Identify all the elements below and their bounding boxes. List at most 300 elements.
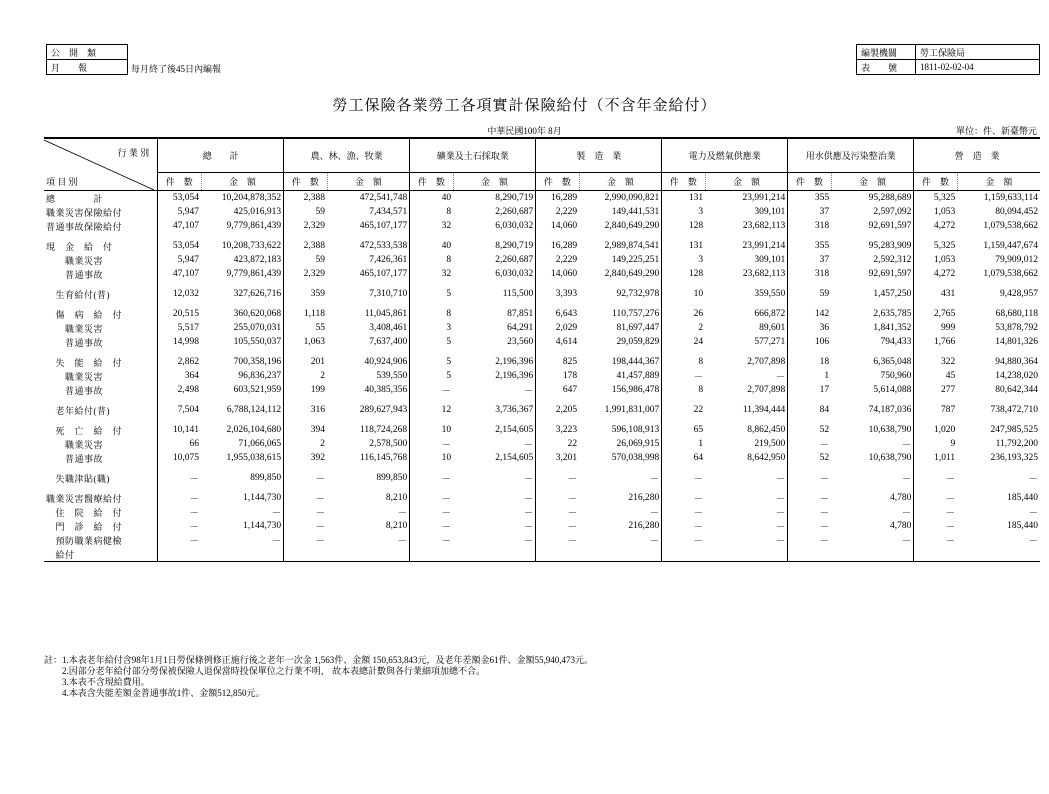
- count-cell: 2,765: [914, 307, 957, 321]
- count-cell: －: [536, 491, 579, 505]
- amount-cell: 666,872: [754, 309, 786, 319]
- table-row: [44, 355, 1040, 369]
- count-cell: －: [410, 519, 453, 533]
- amount-cell: 89,601: [759, 323, 786, 333]
- amount-cell: 64,291: [507, 323, 534, 333]
- row-label: 普通事故: [46, 385, 104, 396]
- count-cell: 18: [788, 355, 831, 369]
- count-cell: 8: [662, 383, 705, 397]
- amount-cell: 2,840,649,290: [604, 269, 660, 279]
- amount-cell: 738,472,710: [990, 405, 1038, 415]
- count-cell: －: [284, 533, 327, 547]
- industry-header: 總 計: [158, 138, 284, 173]
- amount-cell: －: [775, 509, 786, 519]
- count-cell: 52: [788, 423, 831, 437]
- count-cell: [662, 547, 705, 562]
- amount-cell: 4,780: [889, 521, 912, 531]
- count-cell: 22: [662, 403, 705, 417]
- amount-cell: 11,792,200: [995, 439, 1038, 449]
- amount-cell: －: [649, 537, 660, 547]
- count-cell: 5: [410, 355, 453, 369]
- count-cell: 1,011: [914, 451, 957, 465]
- count-cell: 10,075: [158, 451, 201, 465]
- count-cell: 47,107: [158, 267, 201, 281]
- amount-cell: 40,924,906: [364, 357, 408, 367]
- count-cell: [410, 547, 453, 562]
- amount-cell: 10,638,790: [868, 425, 912, 435]
- amount-cell: 9,428,957: [1000, 289, 1038, 299]
- row-label: 普通事故: [46, 337, 104, 348]
- amount-cell: 8,210: [385, 521, 408, 531]
- amount-cell: 95,283,909: [868, 241, 912, 251]
- count-cell: [158, 547, 201, 562]
- table-row: [44, 253, 1040, 267]
- count-cell: －: [662, 533, 705, 547]
- amount-cell: 2,707,898: [747, 357, 786, 367]
- amount-cell: 10,208,733,622: [221, 241, 282, 251]
- amount-cell: 603,521,959: [233, 385, 282, 395]
- amount-cell: 14,801,326: [995, 337, 1038, 347]
- count-cell: 16,289: [536, 239, 579, 253]
- amount-cell: 8,862,450: [747, 425, 786, 435]
- amount-cell: 8,290,719: [495, 241, 534, 251]
- count-cell: 10: [662, 287, 705, 301]
- amount-cell: 116,145,768: [360, 453, 408, 463]
- count-cell: －: [914, 471, 957, 485]
- row-label: 失職津貼(職): [46, 473, 110, 484]
- amount-cell: 2,260,687: [495, 207, 534, 217]
- report-date: 中華民國100年 8月: [487, 126, 562, 136]
- amount-cell: 1,079,538,662: [983, 221, 1038, 231]
- amount-cell: －: [901, 509, 912, 519]
- count-cell: 142: [788, 307, 831, 321]
- amount-cell: 185,440: [1007, 493, 1038, 503]
- amount-cell: 1,955,038,615: [226, 453, 282, 463]
- amount-cell: 2,635,785: [873, 309, 912, 319]
- count-cell: 999: [914, 321, 957, 335]
- amount-cell: 309,101: [754, 255, 786, 265]
- amount-cell: －: [775, 475, 786, 485]
- amount-cell: －: [523, 387, 534, 397]
- count-cell: 17: [788, 383, 831, 397]
- table-row: [44, 383, 1040, 397]
- amount-cell: 80,642,344: [995, 385, 1038, 395]
- count-cell: 318: [788, 219, 831, 233]
- count-cell: [284, 547, 327, 562]
- amount-cell: 750,960: [880, 371, 912, 381]
- amount-cell: －: [271, 509, 282, 519]
- count-cell: －: [914, 505, 957, 519]
- row-label: 傷 病 給 付: [46, 309, 123, 320]
- amount-cell: 570,038,998: [611, 453, 660, 463]
- amount-cell: 6,030,032: [495, 221, 534, 231]
- count-cell: －: [410, 533, 453, 547]
- count-cell: 53,054: [158, 191, 201, 206]
- count-cell: 2: [284, 369, 327, 383]
- count-cell: －: [158, 505, 201, 519]
- amount-cell: 359,550: [754, 289, 786, 299]
- count-cell: －: [410, 471, 453, 485]
- amount-cell: 23,991,214: [742, 241, 786, 251]
- count-cell: 355: [788, 191, 831, 206]
- footnote: 4.本表含失能差額金普通事故1件、金額512,850元。: [44, 688, 265, 698]
- count-cell: －: [158, 491, 201, 505]
- amount-cell: 7,637,400: [369, 337, 408, 347]
- amount-cell: 472,541,748: [359, 193, 408, 203]
- count-header: 件 數: [662, 173, 705, 191]
- amount-cell: 23,682,113: [742, 269, 786, 279]
- count-cell: 40: [410, 239, 453, 253]
- unit-label: 單位：件、新臺幣元: [955, 126, 1037, 136]
- count-header: 件 數: [410, 173, 453, 191]
- count-cell: －: [284, 519, 327, 533]
- count-cell: 64: [662, 451, 705, 465]
- industry-header: 農、林、漁、牧業: [284, 138, 410, 173]
- count-cell: －: [410, 383, 453, 397]
- amount-cell: 255,070,031: [233, 323, 282, 333]
- amount-cell: 92,732,978: [616, 289, 660, 299]
- count-cell: 20,515: [158, 307, 201, 321]
- count-cell: 322: [914, 355, 957, 369]
- amount-cell: 1,457,250: [873, 289, 912, 299]
- count-cell: －: [662, 471, 705, 485]
- table-row: [44, 335, 1040, 349]
- count-cell: 2,229: [536, 253, 579, 267]
- amount-cell: 2,260,687: [495, 255, 534, 265]
- amount-cell: 10,204,878,352: [221, 193, 282, 203]
- amount-cell: －: [775, 495, 786, 505]
- amount-cell: 23,560: [507, 337, 534, 347]
- table-row: [44, 321, 1040, 335]
- amount-cell: 81,697,447: [616, 323, 660, 333]
- table-row: [44, 403, 1040, 417]
- count-cell: 1,020: [914, 423, 957, 437]
- table-row: [44, 451, 1040, 465]
- count-cell: [788, 547, 831, 562]
- amount-cell: 185,440: [1007, 521, 1038, 531]
- amount-cell: 2,154,605: [495, 425, 534, 435]
- count-cell: －: [536, 533, 579, 547]
- amount-cell: －: [523, 441, 534, 451]
- count-cell: 2,498: [158, 383, 201, 397]
- amount-cell: －: [901, 441, 912, 451]
- amount-cell: －: [775, 537, 786, 547]
- industry-header: 電力及燃氣供應業: [662, 138, 788, 173]
- amount-cell: 92,691,597: [868, 269, 912, 279]
- count-cell: －: [788, 519, 831, 533]
- count-cell: [914, 547, 957, 562]
- count-cell: 1,063: [284, 335, 327, 349]
- count-header: 件 數: [914, 173, 957, 191]
- amount-cell: 105,550,037: [233, 337, 282, 347]
- count-cell: 3,223: [536, 423, 579, 437]
- table-row: [44, 205, 1040, 219]
- count-cell: －: [410, 505, 453, 519]
- amount-cell: 6,788,124,112: [226, 405, 282, 415]
- count-cell: 7,504: [158, 403, 201, 417]
- amount-cell: －: [397, 537, 408, 547]
- count-cell: －: [788, 533, 831, 547]
- amount-cell: 79,909,012: [995, 255, 1038, 265]
- amount-cell: 7,426,361: [369, 255, 408, 265]
- amount-cell: －: [523, 537, 534, 547]
- row-label: 門 診 給 付: [46, 521, 123, 532]
- count-cell: 3,393: [536, 287, 579, 301]
- count-cell: 2: [284, 437, 327, 451]
- count-header: 件 數: [788, 173, 831, 191]
- count-cell: 2,205: [536, 403, 579, 417]
- count-cell: 1: [788, 369, 831, 383]
- amount-cell: 4,780: [889, 493, 912, 503]
- amount-cell: 1,079,538,662: [983, 269, 1038, 279]
- count-cell: 131: [662, 191, 705, 206]
- amount-cell: 5,614,088: [873, 385, 912, 395]
- count-cell: 3: [410, 321, 453, 335]
- main-table: [44, 137, 1040, 562]
- count-cell: 359: [284, 287, 327, 301]
- count-cell: 8: [410, 253, 453, 267]
- count-cell: 84: [788, 403, 831, 417]
- count-cell: 47,107: [158, 219, 201, 233]
- amount-cell: 74,187,036: [868, 405, 912, 415]
- count-cell: 8: [410, 205, 453, 219]
- amount-cell: [579, 547, 662, 562]
- count-cell: 36: [788, 321, 831, 335]
- amount-cell: 10,638,790: [868, 453, 912, 463]
- row-label: 職業災害: [46, 371, 104, 382]
- industry-header: 礦業及土石採取業: [410, 138, 536, 173]
- amount-cell: －: [1028, 537, 1038, 547]
- header-right-value-2: 1811-02-02-04: [916, 60, 1040, 75]
- count-cell: 787: [914, 403, 957, 417]
- table-row: [44, 267, 1040, 281]
- amount-cell: 8,642,950: [747, 453, 786, 463]
- amount-cell: 149,441,531: [611, 207, 660, 217]
- amount-cell: －: [1028, 509, 1038, 519]
- count-cell: 647: [536, 383, 579, 397]
- table-row: [44, 471, 1040, 485]
- row-label: 普通事故: [46, 269, 104, 280]
- amount-cell: [831, 547, 914, 562]
- count-cell: －: [662, 505, 705, 519]
- amount-cell: 2,989,874,541: [604, 241, 660, 251]
- row-label: 普通事故保險給付: [46, 221, 123, 232]
- count-cell: 431: [914, 287, 957, 301]
- amount-cell: 465,107,177: [359, 269, 408, 279]
- count-cell: 65: [662, 423, 705, 437]
- count-cell: 128: [662, 219, 705, 233]
- count-cell: －: [536, 519, 579, 533]
- count-cell: 364: [158, 369, 201, 383]
- footnote: 2.因部分老年給付部分勞保被保險人退保當時投保單位之行業不明， 故本表總計數與各行業細項加總不合。: [44, 666, 486, 676]
- count-cell: 106: [788, 335, 831, 349]
- amount-cell: －: [523, 495, 534, 505]
- row-label: 給付: [44, 547, 158, 562]
- amount-cell: －: [271, 537, 282, 547]
- amount-cell: 2,196,396: [495, 357, 534, 367]
- count-cell: 5,325: [914, 191, 957, 206]
- amount-cell: －: [649, 475, 660, 485]
- count-cell: 178: [536, 369, 579, 383]
- count-header: 件 數: [158, 173, 201, 191]
- amount-cell: 118,724,268: [360, 425, 408, 435]
- amount-cell: 9,779,861,439: [226, 269, 282, 279]
- row-label: 預防職業病健檢: [46, 535, 123, 546]
- count-cell: 5,517: [158, 321, 201, 335]
- count-cell: －: [410, 437, 453, 451]
- amount-cell: 2,990,090,821: [604, 193, 660, 203]
- amount-cell: 3,408,461: [369, 323, 408, 333]
- table-row: [44, 423, 1040, 437]
- count-cell: 1,766: [914, 335, 957, 349]
- count-cell: 1,053: [914, 253, 957, 267]
- count-header: 件 數: [536, 173, 579, 191]
- amount-cell: 1,159,447,674: [983, 241, 1038, 251]
- count-cell: －: [158, 471, 201, 485]
- count-cell: 5,325: [914, 239, 957, 253]
- count-cell: 16,289: [536, 191, 579, 206]
- amount-cell: 3,736,367: [495, 405, 534, 415]
- header-right-value-1: 勞工保險局: [916, 45, 1040, 60]
- amount-cell: 149,225,251: [611, 255, 660, 265]
- count-cell: 53,054: [158, 239, 201, 253]
- table-row: [44, 491, 1040, 505]
- amount-cell: [705, 547, 788, 562]
- amount-cell: －: [1028, 475, 1038, 485]
- count-cell: 59: [788, 287, 831, 301]
- count-cell: 2,862: [158, 355, 201, 369]
- row-label: 職業災害: [46, 255, 104, 266]
- count-cell: 4,272: [914, 219, 957, 233]
- count-cell: 3: [662, 205, 705, 219]
- amount-cell: 539,550: [376, 371, 408, 381]
- amount-header: 金 額: [201, 173, 284, 191]
- amount-cell: 29,059,829: [616, 337, 660, 347]
- amount-cell: 115,500: [502, 289, 534, 299]
- count-cell: －: [914, 519, 957, 533]
- table-row: [44, 533, 1040, 547]
- count-cell: 8: [662, 355, 705, 369]
- header-right-table: [856, 44, 1040, 75]
- table-row: [44, 191, 1040, 206]
- amount-cell: 289,627,943: [359, 405, 408, 415]
- amount-cell: 94,880,364: [995, 357, 1038, 367]
- amount-cell: 596,108,913: [611, 425, 660, 435]
- industry-header: 用水供應及污染整治業: [788, 138, 914, 173]
- amount-cell: 2,840,649,290: [604, 221, 660, 231]
- amount-cell: 309,101: [754, 207, 786, 217]
- amount-cell: 2,196,396: [495, 371, 534, 381]
- count-cell: 2,229: [536, 205, 579, 219]
- count-cell: －: [788, 491, 831, 505]
- count-cell: 10,141: [158, 423, 201, 437]
- amount-header: 金 額: [579, 173, 662, 191]
- count-cell: 2,329: [284, 219, 327, 233]
- count-cell: 2,029: [536, 321, 579, 335]
- amount-cell: 198,444,367: [611, 357, 660, 367]
- amount-cell: －: [649, 509, 660, 519]
- row-label: 總 計: [46, 193, 104, 204]
- count-cell: 10: [410, 451, 453, 465]
- count-cell: 59: [284, 205, 327, 219]
- count-cell: －: [662, 491, 705, 505]
- count-cell: 825: [536, 355, 579, 369]
- amount-cell: [201, 547, 284, 562]
- count-cell: 199: [284, 383, 327, 397]
- footnote: 註：1.本表老年給付含98年1月1日勞保條例修正施行後之老年一次金 1,563件、金額 150,653,843元，及老年差額金61件、金額55,940,473元。: [44, 655, 594, 665]
- amount-cell: 110,757,276: [612, 309, 660, 319]
- amount-cell: －: [901, 475, 912, 485]
- amount-cell: 899,850: [250, 473, 282, 483]
- count-cell: 14,060: [536, 267, 579, 281]
- count-cell: 22: [536, 437, 579, 451]
- amount-cell: 2,597,092: [873, 207, 912, 217]
- corner-header: [44, 138, 158, 191]
- amount-cell: 6,030,032: [495, 269, 534, 279]
- amount-cell: 1,841,352: [873, 323, 912, 333]
- amount-cell: －: [775, 523, 786, 533]
- amount-cell: 2,026,104,680: [226, 425, 282, 435]
- row-label: 現 金 給 付: [46, 241, 113, 252]
- table-row: [44, 287, 1040, 301]
- amount-cell: 216,280: [628, 493, 660, 503]
- count-cell: －: [158, 519, 201, 533]
- count-cell: 66: [158, 437, 201, 451]
- count-cell: 5,947: [158, 205, 201, 219]
- amount-cell: 26,069,915: [616, 439, 660, 449]
- amount-cell: 71,066,065: [238, 439, 282, 449]
- amount-cell: 2,578,500: [369, 439, 408, 449]
- header-left-label-2: 月 報: [47, 60, 128, 75]
- row-label: 職業災害: [46, 439, 104, 450]
- amount-cell: 92,691,597: [868, 221, 912, 231]
- count-cell: 4,614: [536, 335, 579, 349]
- amount-cell: 2,154,605: [495, 453, 534, 463]
- count-cell: 12: [410, 403, 453, 417]
- count-cell: －: [536, 471, 579, 485]
- amount-cell: 360,620,068: [233, 309, 282, 319]
- count-cell: 3: [662, 253, 705, 267]
- count-cell: －: [158, 533, 201, 547]
- count-cell: 32: [410, 267, 453, 281]
- corner-bottom-label: 項 目 別: [46, 176, 78, 187]
- count-cell: 4,272: [914, 267, 957, 281]
- amount-cell: 247,985,525: [990, 425, 1038, 435]
- page-title: 勞工保險各業勞工各項實計保險給付（不含年金給付）: [332, 98, 717, 114]
- amount-cell: 1,991,831,007: [604, 405, 660, 415]
- count-cell: 355: [788, 239, 831, 253]
- count-cell: 201: [284, 355, 327, 369]
- row-label: 老年給付(普): [46, 405, 110, 416]
- amount-cell: 425,016,913: [233, 207, 282, 217]
- amount-cell: 40,385,356: [364, 385, 408, 395]
- count-cell: －: [284, 491, 327, 505]
- footnote: 3.本表不含現給費用。: [44, 677, 150, 687]
- amount-cell: 11,045,861: [364, 309, 408, 319]
- amount-cell: 95,288,689: [868, 193, 912, 203]
- count-cell: －: [410, 491, 453, 505]
- amount-cell: 11,394,444: [742, 405, 786, 415]
- table-row: [44, 239, 1040, 253]
- count-cell: 8: [410, 307, 453, 321]
- amount-header: 金 額: [453, 173, 536, 191]
- count-cell: 5: [410, 335, 453, 349]
- count-header: 件 數: [284, 173, 327, 191]
- header-left-label-1: 公 開 類: [47, 45, 128, 60]
- header-right-label-1: 編製機關: [857, 45, 916, 60]
- count-cell: 128: [662, 267, 705, 281]
- row-label: 死 亡 給 付: [46, 425, 123, 436]
